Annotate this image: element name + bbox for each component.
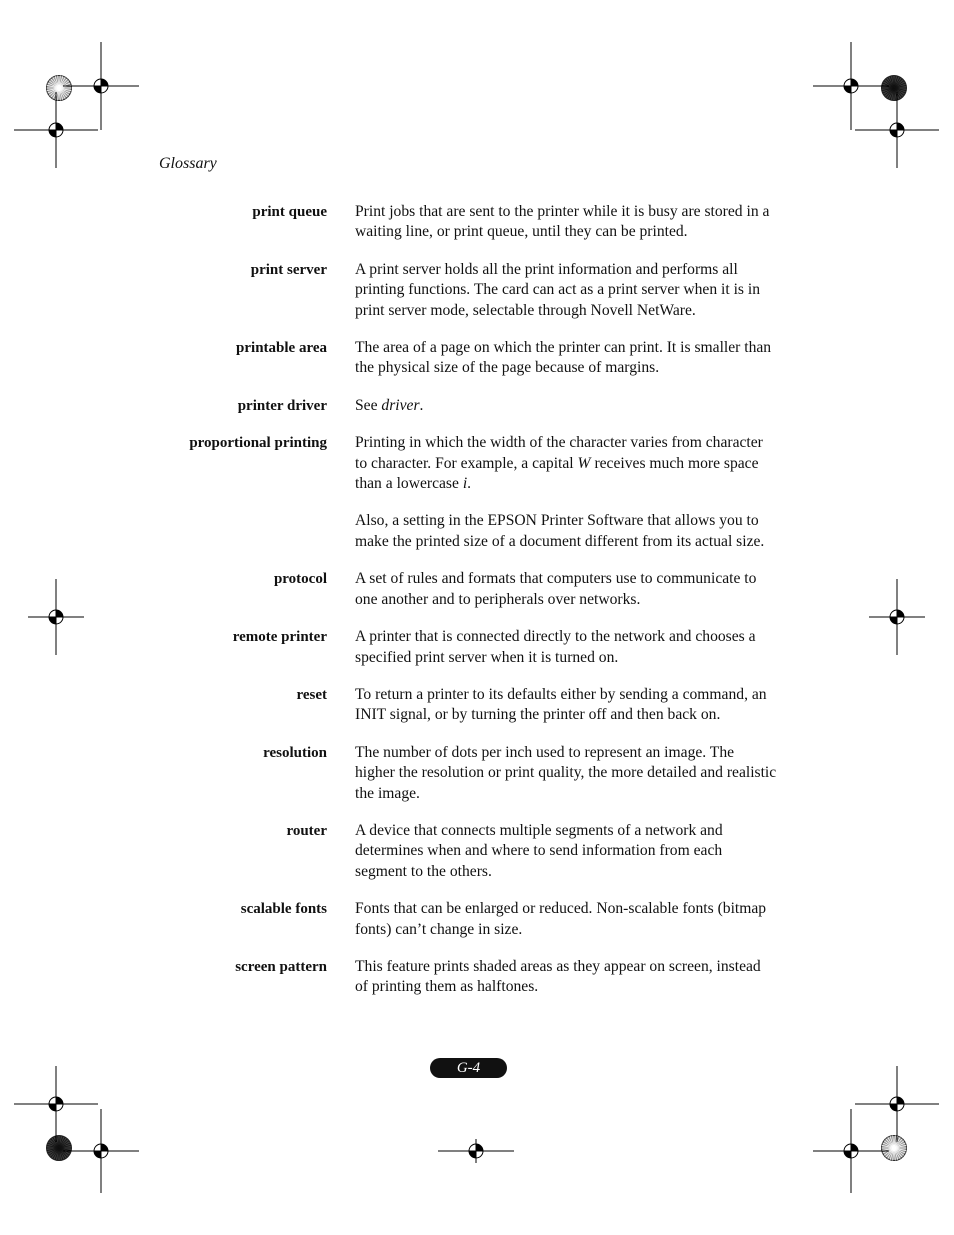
glossary-term: router [286, 822, 327, 839]
glossary-definition: A set of rules and formats that computers use to communicate to one another and to peripherals over networks. [355, 570, 757, 608]
glossary-definition: Fonts that can be enlarged or reduced. Non-scalable fonts (bitmap fonts) can’t change in size. [355, 900, 767, 938]
glossary-definitions [355, 260, 777, 321]
registration-crosshair-icon [14, 92, 98, 168]
glossary-term: screen pattern [235, 958, 327, 975]
definition-text: Printing in which the width of the character varies from character to character. For example, a capital [355, 434, 763, 472]
registration-crosshair-icon [813, 1109, 889, 1193]
glossary-term: print server [250, 261, 327, 278]
glossary-definitions [355, 685, 777, 726]
glossary-entry [0, 743, 954, 804]
glossary-entry [0, 685, 954, 726]
glossary-term: remote printer [232, 629, 327, 646]
glossary-term: printable area [236, 340, 327, 357]
glossary-term: reset [296, 686, 327, 703]
glossary-definition: This feature prints shaded areas as they appear on screen, instead of printing them as halftones. [355, 957, 761, 996]
glossary-term: printer driver [237, 397, 327, 414]
definition-emphasis: i [462, 475, 468, 493]
registration-crosshair-icon [855, 92, 939, 168]
definition-text: . [467, 475, 472, 493]
registration-crosshair-icon [28, 579, 84, 655]
glossary-definitions [355, 338, 777, 379]
glossary-entry [0, 396, 954, 416]
glossary-definition: A print server holds all the print information and performs all printing functions. The card can act as a print server when it is in print server mode, selectable through Novell NetWare. [355, 260, 761, 319]
definition-text: See [355, 396, 382, 414]
definition-emphasis: W [577, 454, 591, 472]
glossary-entries [0, 202, 954, 1015]
definition-text: receives much more space than a lowercase [355, 454, 759, 493]
registration-crosshair-icon [63, 1109, 139, 1193]
glossary-term: proportional printing [189, 435, 327, 452]
registration-crosshair-icon [438, 1135, 514, 1167]
glossary-term: resolution [263, 744, 327, 761]
definition-text: . [419, 396, 424, 414]
glossary-entry [0, 821, 954, 882]
glossary-entry [0, 569, 954, 610]
glossary-term: scalable fonts [240, 901, 327, 918]
glossary-entry [0, 260, 954, 321]
glossary-definition [355, 433, 777, 494]
glossary-definitions [355, 202, 777, 243]
glossary-definition [355, 396, 777, 416]
glossary-definitions [355, 569, 777, 610]
glossary-definition: The area of a page on which the printer can print. It is smaller than the physical size of the page because of margins. [355, 339, 772, 377]
glossary-definitions [355, 743, 777, 804]
glossary-entry [0, 627, 954, 668]
glossary-definition: A device that connects multiple segments of a network and determines when and where to send information from each segment to the others. [355, 821, 723, 880]
glossary-term: protocol [273, 571, 327, 588]
glossary-definitions [355, 899, 777, 940]
glossary-definition: To return a printer to its defaults either by sending a command, an INIT signal, or by turning the printer off and then back on. [355, 685, 767, 724]
glossary-definition: A printer that is connected directly to the network and chooses a specified print server when it is turned on. [355, 628, 756, 666]
glossary-term: print queue [252, 204, 327, 220]
glossary-definitions [355, 627, 777, 668]
glossary-definition: Also, a setting in the EPSON Printer Software that allows you to make the printed size of a document different from its actual size. [355, 512, 765, 550]
glossary-definitions [355, 396, 777, 416]
glossary-entry [0, 433, 954, 552]
glossary-entry [0, 338, 954, 379]
glossary-entry [0, 202, 954, 243]
glossary-definitions [355, 821, 777, 882]
definition-emphasis: driver [381, 396, 420, 414]
page-number-badge: G-4 [430, 1058, 507, 1078]
glossary-definitions [355, 957, 777, 998]
glossary-definition: Print jobs that are sent to the printer while it is busy are stored in a waiting line, or print queue, until they can be printed. [355, 203, 770, 241]
glossary-entry [0, 899, 954, 940]
glossary-definition: The number of dots per inch used to represent an image. The higher the resolution or print quality, the more detailed and realistic the image. [355, 743, 777, 802]
registration-crosshair-icon [869, 579, 925, 655]
page-header: Glossary [159, 155, 217, 172]
glossary-entry [0, 957, 954, 998]
glossary-definitions [355, 433, 777, 552]
